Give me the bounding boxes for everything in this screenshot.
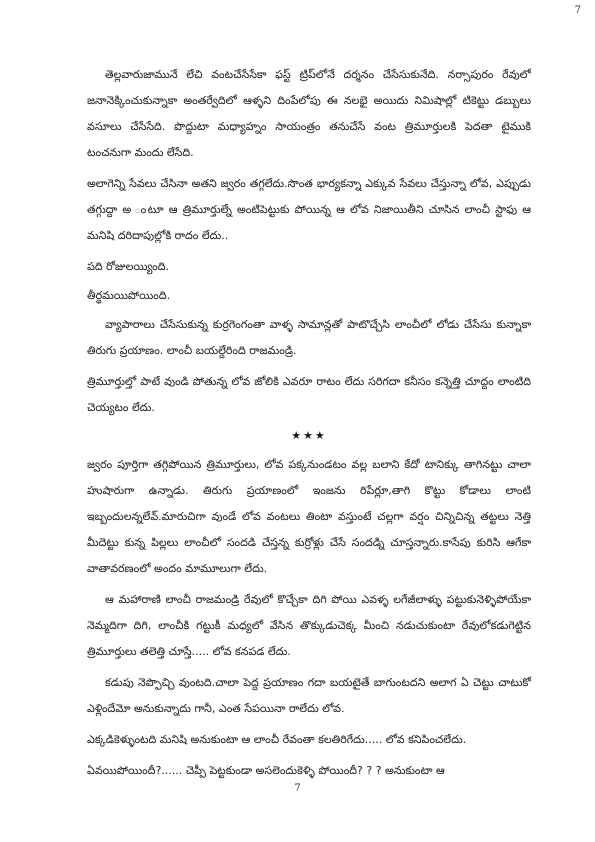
page-number-bottom: 7 xyxy=(294,783,301,794)
paragraph-6: త్రిమూర్తుల్తో పాటే వుండి పోతున్న లోవ జోలికి ఎవరూ రాటం లేదు సరిగదా కనీసం కన్నెత్తి చూద్దం లాంటిది చెయ్యటం లేదు. xyxy=(87,375,531,414)
paragraph-9: కడుపు నెప్పొచ్చి వుంటది.చాలా పెద్ద ప్రయాణం గదా బయటైతే బాగుంటదని అలాగ ఏ చెట్టు చాటుకో ఎళ్లిందేమో అనుకున్నాదు గానీ, ఎంత సేపయినా రాలేదు లోవ. xyxy=(87,676,531,715)
section-separator: ★★★ xyxy=(291,429,327,442)
paragraph-2: అలాగెన్ని సేవలు చేసినా అతని జ్వరం తగ్గలేదు.సొంత భార్యకన్నా ఎక్కువ సేవలు చేస్తున్నా లోవ, ఎప్పుడు తగ్గుద్దా అ ంటూ ఆ త్రిమూర్తుల్నే అంటిపెట్టుకు పోయిన్న ఆ లోవ నిజాయితీని చూసిన లాంచీ స్టాఫు ఆ మనిషి దరిదాపుల్లోకి రాదం లేదు.. xyxy=(87,177,531,242)
paragraph-4: తీర్థమయిపోయింది. xyxy=(87,289,171,302)
paragraph-7: జ్వరం పూర్తిగా తగ్గిపోయిన త్రిమూర్తులు, లోవ పక్కనుండటం వల్ల బలాని కేదో టానిక్కు తాగినట్టు చాలా హుషారుగా ఉన్నాడు. తిరుగు ప్రయాణంలో ఇంజను రిపేర్లూ,తాగి కొట్టు కోడాలు లాంటి ఇబ్బందులన్నలేవ్.మారుచిగా వుండే లోవ వంటలు తింటా వస్తుంటే చల్లగా వర్షం చిన్నిచిన్న తట్టలు నెత్తి మీదెట్టు కున్న పిల్లలు లాంచీలో సందడి చేస్తన్న కుర్రోళ్లు చేసే సందడ్ని చూస్తన్నారు.కాసేపు కురిసి ఆగేకా వాతావరణంలో అందం మామూలుగా లేదు. xyxy=(87,458,531,575)
paragraph-3: పది రోజులయ్యింది. xyxy=(87,260,170,273)
paragraph-11: ఏవయిపోయిందీ?...... చెప్పీ పెట్టకుండా అసలెందుకెళ్ళి పోయిందీ? ? ? అనుకుంటా ఆ xyxy=(87,764,445,777)
paragraph-1: తెల్లవారుజామునే లేచి వంటచేసేసేకా ఫస్ట్ ట్రిప్‌లోనే దర్శనం చేసేసుకునేది. నర్సాపురం రేవులో జనానెక్కించుకున్నాకా అంతర్వేదిలో ఆళ్ళని దింపేలోపు ఈ నలభై అయిదు నిమిషాల్లో టికెట్టు డబ్బులు వసూలు చేసేసేది. పొద్దుటా మధ్యాహ్నం సాయంత్రం తనుచేసే వంట త్రిమూర్తులకి పెదతా టైముకి టంచనుగా మందు లేసేది. xyxy=(87,68,531,159)
document-body xyxy=(87,62,531,789)
page-number-top: 7 xyxy=(574,5,581,16)
paragraph-8: ఆ మహారాణి లాంచీ రాజమండ్రి రేవులో కొచ్చేకా దిగి పోయి ఎవళ్ళ లగేజీలాళ్ళు పట్టుకునెళ్ళిపోయేకా నెమ్మదిగా దిగి, లాంచీకి గట్టుకీ మధ్యలో వేసిన తొక్కుడుచెక్క మీంచి నడుచుకుంటా రేవులోకడుగెట్టిన త్రిమూర్తులు తలెత్తి చూస్తే..... లోవ కనపడ లేదు. xyxy=(87,593,531,658)
paragraph-5: వ్యాపారాలు చేసేసుకున్న కుర్రగెంగంతా వాళ్ళ సామాన్లతో పాటొచ్చేసి లాంచీలో లోడు చేసేసు కున్నాకా తిరుగు ప్రయాణం. లాంచీ బయల్దేరింది రాజమండ్రి. xyxy=(87,318,531,357)
paragraph-10: ఎక్కడికెళ్ళుంటది మనిషి అనుకుంటా ఆ లాంచీ రేవంతా కలతిరిగేదు..... లోవ కనిపించలేదు. xyxy=(87,733,467,746)
